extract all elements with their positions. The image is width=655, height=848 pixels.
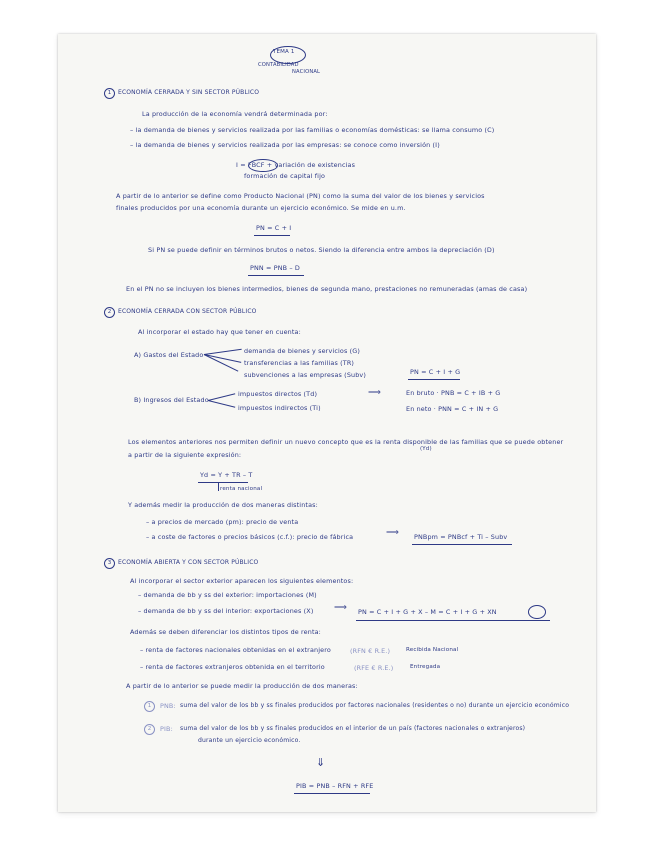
s1-intro: La producción de la economía vendrá determinada por:: [142, 110, 328, 118]
method-2-marker: 2: [144, 724, 155, 735]
eq-yd-pointer: [218, 483, 219, 491]
method-1-marker: 1: [144, 701, 155, 712]
gastos-subv: subvenciones a las empresas (Subv): [244, 371, 367, 379]
demanda-exportaciones: – demanda de bb y ss del interior: exportaciones (X): [138, 607, 314, 615]
s1-bullet-inversion: – la demanda de bienes y servicios realizada por las empresas: se conoce como inversión (I): [130, 141, 440, 149]
pn-cig: PN = C + I + G: [410, 368, 461, 376]
eq-pnb-pm: PNBpm = PNBcf + Ti – Subv: [414, 533, 508, 541]
section-1-number: 1: [104, 88, 115, 99]
s3-tipos-renta: Además se deben diferenciar los distintos tipos de renta:: [130, 628, 321, 636]
s2-renta-disponible-1: Los elementos anteriores nos permiten definir un nuevo concepto que es la renta disponible de las familias que se puede obtener: [128, 438, 564, 446]
eq-pn-abierta-underline: [356, 620, 550, 621]
s1-bullet-consumo: – la demanda de bienes y servicios realizada por las familias o economías domésticas: se llama consumo (C): [130, 126, 495, 134]
renta-nacional-note: renta nacional: [220, 486, 263, 492]
pn-neto: En neto · PNN = C + IN + G: [406, 405, 499, 413]
s2-dos-maneras: Y además medir la producción de dos maneras distintas:: [128, 501, 318, 509]
s2-renta-disponible-2: a partir de la siguiente expresión:: [128, 451, 242, 459]
precios-mercado: – a precios de mercado (pm): precio de venta: [146, 518, 299, 526]
eq-yd: Yd = Y + TR – T: [200, 471, 253, 479]
s3-dos-maneras: A partir de lo anterior se puede medir la producción de dos maneras:: [126, 682, 358, 690]
rfn-note: (RFN € R.E.): [350, 647, 391, 655]
s1-pn-definition-2: finales producidos por una economía durante un ejercicio económico. Se mide en u.m.: [116, 204, 406, 212]
xn-circle: [528, 605, 546, 619]
title-line-1: CONTABILIDAD: [258, 62, 299, 68]
eq-pnn-underline: [248, 275, 304, 276]
yd-note: (Yd): [420, 446, 432, 452]
eq-pn-abierta: PN = C + I + G + X – M = C + I + G + XN: [358, 608, 497, 616]
section-2-heading: ECONOMÍA CERRADA CON SECTOR PÚBLICO: [118, 308, 257, 315]
gastos-branch-2: [204, 354, 241, 363]
eq-pn: PN = C + I: [256, 224, 292, 232]
pib-definition-2: durante un ejercicio económico.: [198, 737, 301, 744]
renta-rfn: – renta de factores nacionales obtenidas en el extranjero: [140, 646, 331, 654]
s1-no-incluye: En el PN no se incluyen los bienes intermedios, bienes de segunda mano, prestaciones no remuneradas (amas de casa): [126, 285, 528, 293]
ingresos-td: impuestos directos (Td): [238, 390, 318, 398]
implies-arrow-3: ⟹: [334, 603, 347, 613]
section-3-number: 3: [104, 558, 115, 569]
eq-pib-final-underline: [294, 793, 370, 794]
pn-cig-underline: [408, 379, 460, 380]
s3-intro: Al incorporar el sector exterior aparecen los siguientes elementos:: [130, 577, 354, 585]
ingresos-branch-1: [208, 393, 235, 401]
tema-label: TEMA 1: [273, 49, 295, 55]
ingresos-estado-label: B) Ingresos del Estado: [134, 396, 209, 404]
s1-pn-definition-1: A partir de lo anterior se define como Producto Nacional (PN) como la suma del valor de los bienes y servicios: [116, 192, 485, 200]
eq-pnn: PNN = PNB – D: [250, 264, 300, 272]
pnb-definition: suma del valor de los bb y ss finales producidos por factores nacionales (residentes o no) durante un ejercicio económico: [180, 702, 570, 709]
notebook-page: [58, 34, 596, 812]
coste-factores: – a coste de factores o precios básicos (c.f.): precio de fábrica: [146, 533, 354, 541]
gastos-g: demanda de bienes y servicios (G): [244, 347, 361, 355]
s1-brutos-netos: Si PN se puede definir en términos brutos o netos. Siendo la diferencia entre ambos la depreciación (D): [148, 246, 495, 254]
pn-bruto: En bruto · PNB = C + IB + G: [406, 389, 501, 397]
renta-rfe: – renta de factores extranjeros obtenida en el territorio: [140, 663, 325, 671]
gastos-branch-1: [204, 349, 242, 355]
ingresos-branch-2: [208, 400, 235, 408]
section-3-heading: ECONOMÍA ABIERTA Y CON SECTOR PÚBLICO: [118, 559, 259, 566]
implies-arrow-1: ⟹: [368, 388, 381, 398]
rfn-tag: Recibida Nacional: [406, 647, 459, 653]
ingresos-ti: impuestos indirectos (Ti): [238, 404, 321, 412]
s2-intro: Al incorporar el estado hay que tener en cuenta:: [138, 328, 301, 336]
fbcf-note: formación de capital fijo: [244, 172, 326, 180]
eq-pn-underline: [254, 235, 290, 236]
eq-yd-underline: [198, 482, 248, 483]
section-1-heading: ECONOMÍA CERRADA Y SIN SECTOR PÚBLICO: [118, 89, 260, 96]
eq-pib-final: PIB = PNB – RFN + RFE: [296, 782, 374, 790]
pnb-label: PNB:: [160, 702, 176, 710]
rfe-note: (RFE € R.E.): [354, 664, 394, 672]
demanda-importaciones: – demanda de bb y ss del exterior: importaciones (M): [138, 591, 317, 599]
pib-label: PIB:: [160, 725, 173, 733]
implies-arrow-2: ⟹: [386, 528, 399, 538]
inversion-formula: I = FBCF + variación de existencias: [236, 161, 356, 169]
gastos-estado-label: A) Gastos del Estado: [134, 351, 204, 359]
title-line-2: NACIONAL: [292, 69, 321, 75]
gastos-tr: transferencias a las familias (TR): [244, 359, 355, 367]
down-arrow: ⇓: [316, 756, 326, 769]
rfe-tag: Entregada: [410, 664, 441, 670]
eq-pnb-pm-underline: [412, 544, 512, 545]
section-2-number: 2: [104, 307, 115, 318]
pib-definition-1: suma del valor de los bb y ss finales producidos en el interior de un país (factores nacionales o extranjeros): [180, 725, 526, 732]
